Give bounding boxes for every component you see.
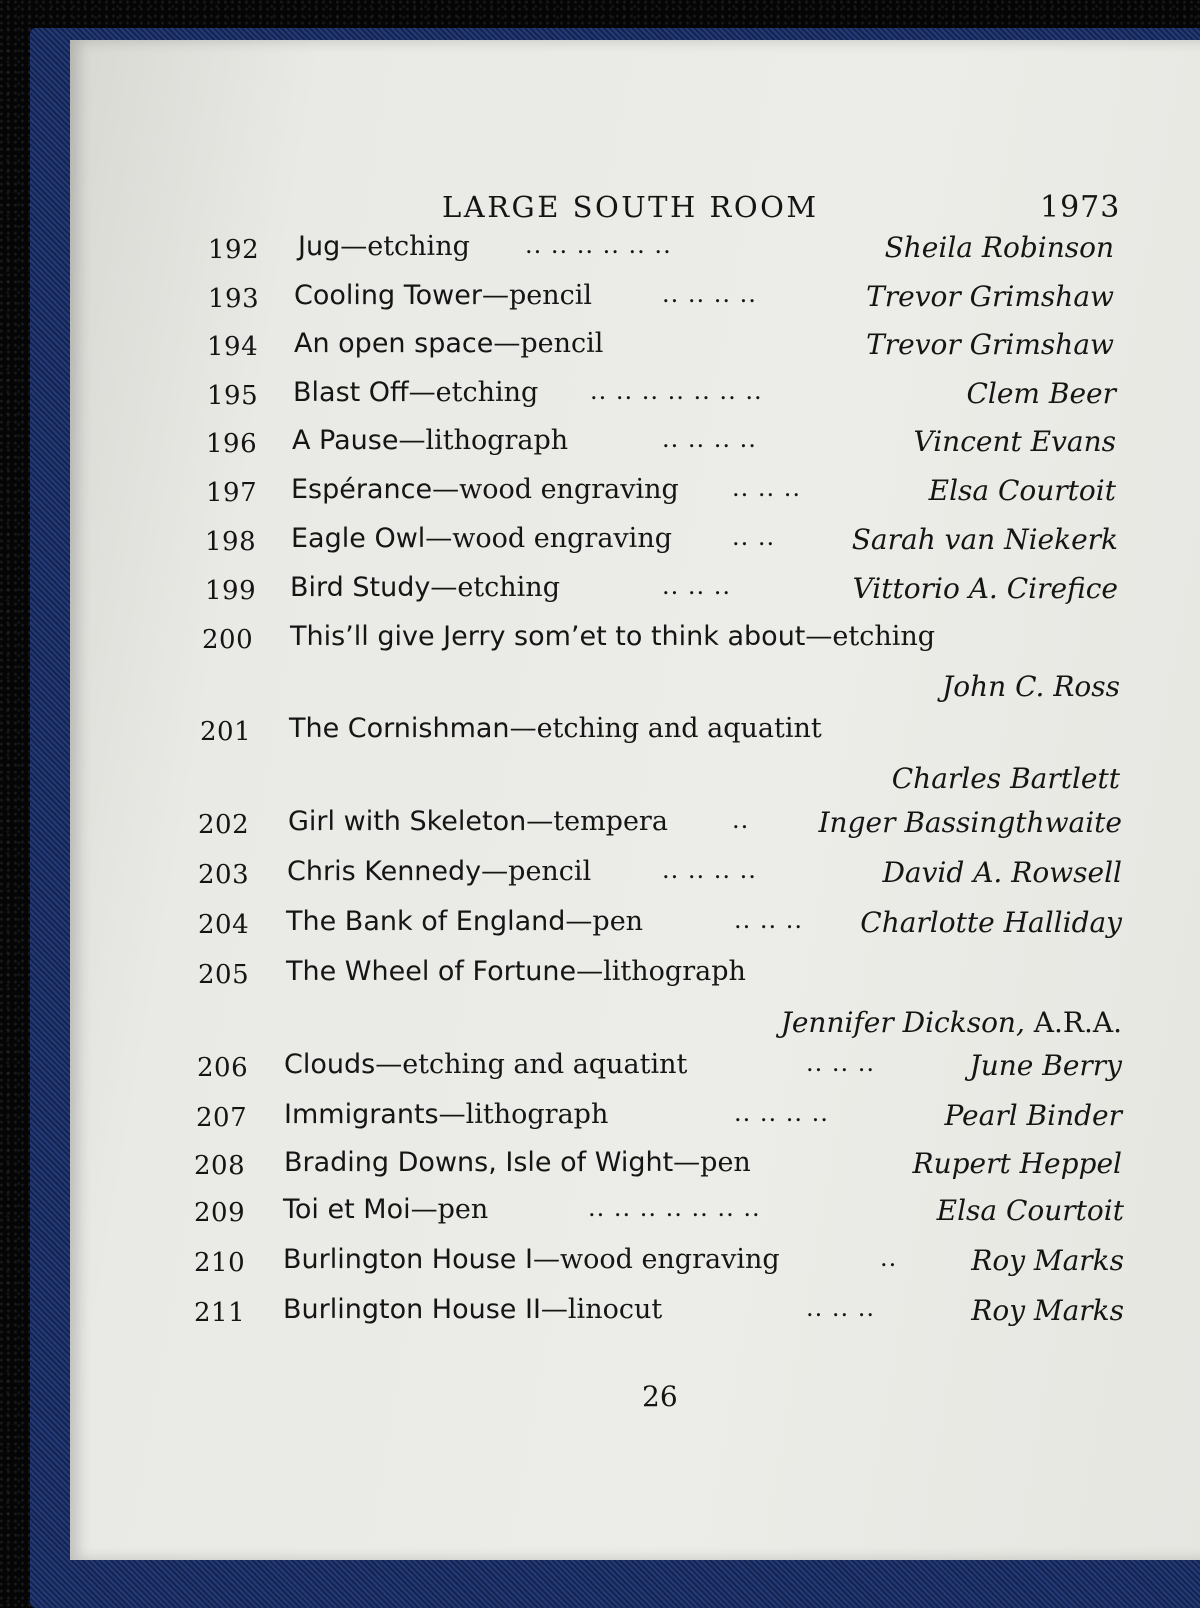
running-title: LARGE SOUTH ROOM bbox=[442, 190, 819, 224]
entry-medium: —etching bbox=[408, 377, 539, 408]
entry-title: Burlington House II—linocut bbox=[283, 1294, 663, 1325]
entry-artist: Charles Bartlett bbox=[891, 762, 1120, 795]
list-item bbox=[70, 231, 1200, 275]
entry-medium: —pencil bbox=[481, 280, 592, 311]
entry-artist: Pearl Binder bbox=[944, 1099, 1122, 1132]
list-item bbox=[70, 806, 1200, 850]
entry-title: Bird Study—etching bbox=[290, 572, 560, 603]
entry-number: 194 bbox=[207, 332, 259, 362]
entry-artist: Roy Marks bbox=[971, 1294, 1124, 1327]
entry-artist: Rupert Heppel bbox=[912, 1147, 1122, 1180]
list-item bbox=[70, 425, 1200, 469]
entry-number: 204 bbox=[198, 910, 250, 940]
entry-title: Toi et Moi—pen bbox=[283, 1194, 489, 1225]
catalogue-page bbox=[70, 40, 1200, 1560]
entry-artist: David A. Rowsell bbox=[882, 856, 1122, 889]
entry-number: 198 bbox=[205, 527, 257, 557]
entry-artist: Roy Marks bbox=[971, 1244, 1124, 1277]
page-number: 26 bbox=[642, 1380, 678, 1413]
dot-leaders: .. .. bbox=[732, 523, 776, 551]
entry-number: 209 bbox=[194, 1198, 246, 1228]
entry-artist: Trevor Grimshaw bbox=[866, 328, 1114, 361]
entry-artist: Clem Beer bbox=[966, 377, 1116, 410]
entry-medium: —etching bbox=[340, 231, 470, 262]
entry-artist: John C. Ross bbox=[942, 670, 1120, 703]
running-year: 1973 bbox=[1040, 190, 1121, 225]
list-item bbox=[70, 856, 1200, 900]
entry-title: Chris Kennedy—pencil bbox=[287, 856, 592, 887]
entry-medium: —wood engraving bbox=[425, 523, 672, 554]
list-item bbox=[70, 1099, 1200, 1143]
entry-title: Blast Off—etching bbox=[293, 377, 539, 408]
entry-title: This’ll give Jerry som’et to think about—etching bbox=[290, 621, 936, 652]
entry-medium: —wood engraving bbox=[432, 474, 679, 505]
list-item bbox=[70, 377, 1200, 421]
entry-number: 206 bbox=[197, 1053, 249, 1083]
entry-title: Immigrants—lithograph bbox=[284, 1099, 609, 1130]
dot-leaders: .. .. .. .. bbox=[734, 1099, 829, 1127]
entry-number: 197 bbox=[206, 478, 258, 508]
entry-medium: —pen bbox=[565, 906, 644, 937]
list-item bbox=[70, 280, 1200, 324]
list-item bbox=[70, 328, 1200, 372]
entry-number: 210 bbox=[194, 1248, 246, 1278]
entry-medium: —lithograph bbox=[438, 1099, 609, 1130]
entry-number: 208 bbox=[194, 1151, 246, 1181]
entry-title: Girl with Skeleton—tempera bbox=[288, 806, 668, 837]
entry-title: Burlington House I—wood engraving bbox=[283, 1244, 780, 1275]
entry-title: An open space—pencil bbox=[294, 328, 604, 359]
list-item bbox=[70, 1147, 1200, 1191]
entry-artist: Inger Bassingthwaite bbox=[818, 806, 1122, 839]
entry-artist: Sarah van Niekerk bbox=[851, 523, 1118, 556]
entry-number: 202 bbox=[198, 810, 250, 840]
entry-number: 196 bbox=[206, 429, 258, 459]
entry-medium: —lithograph bbox=[576, 956, 746, 987]
entry-title: The Wheel of Fortune—lithograph bbox=[286, 956, 746, 987]
dot-leaders: .. bbox=[732, 806, 750, 834]
list-item bbox=[70, 956, 1200, 1000]
entry-number: 195 bbox=[207, 381, 259, 411]
entry-medium: —pen bbox=[673, 1147, 751, 1178]
dot-leaders: .. .. .. bbox=[734, 906, 804, 934]
entry-medium: —etching and aquatint bbox=[375, 1049, 688, 1080]
artist-honour: A.R.A. bbox=[1033, 1006, 1122, 1039]
entry-medium: —tempera bbox=[526, 806, 668, 837]
entry-artist: Vittorio A. Cirefice bbox=[852, 572, 1118, 605]
entry-medium: —pen bbox=[410, 1194, 489, 1225]
entry-medium: —etching and aquatint bbox=[509, 713, 822, 744]
dot-leaders: .. .. .. bbox=[806, 1294, 876, 1322]
entry-artist: June Berry bbox=[969, 1049, 1122, 1082]
entry-number: 203 bbox=[198, 860, 250, 890]
dot-leaders: .. .. .. .. .. .. .. bbox=[588, 1194, 761, 1222]
dot-leaders: .. .. .. bbox=[732, 474, 802, 502]
entry-medium: —pencil bbox=[493, 328, 604, 359]
entry-number: 199 bbox=[205, 576, 257, 606]
list-item bbox=[70, 1244, 1200, 1288]
entry-medium: —etching bbox=[430, 572, 560, 603]
entry-medium: —wood engraving bbox=[532, 1244, 780, 1275]
list-item bbox=[70, 713, 1200, 757]
dot-leaders: .. .. .. .. bbox=[662, 280, 757, 308]
entry-title: Cooling Tower—pencil bbox=[294, 280, 592, 311]
dot-leaders: .. .. .. bbox=[662, 572, 732, 600]
entry-artist: Sheila Robinson bbox=[884, 231, 1114, 264]
list-item bbox=[70, 621, 1200, 665]
entry-title: The Bank of England—pen bbox=[286, 906, 644, 937]
dot-leaders: .. .. .. bbox=[806, 1049, 876, 1077]
entry-number: 211 bbox=[194, 1298, 246, 1328]
dot-leaders: .. .. .. .. bbox=[662, 425, 757, 453]
entry-number: 207 bbox=[196, 1103, 248, 1133]
list-item bbox=[70, 1194, 1200, 1238]
entry-number: 200 bbox=[202, 625, 254, 655]
list-item bbox=[70, 572, 1200, 616]
entry-title: Brading Downs, Isle of Wight—pen bbox=[284, 1147, 751, 1178]
entry-medium: —pencil bbox=[481, 856, 592, 887]
entry-number: 193 bbox=[208, 284, 260, 314]
dot-leaders: .. bbox=[880, 1244, 898, 1272]
list-item bbox=[70, 906, 1200, 950]
entry-medium: —lithograph bbox=[398, 425, 569, 456]
entry-medium: —etching bbox=[805, 621, 936, 652]
list-item bbox=[70, 1294, 1200, 1338]
entry-artist: Elsa Courtoit bbox=[936, 1194, 1124, 1227]
list-item bbox=[70, 474, 1200, 518]
entry-artist: Elsa Courtoit bbox=[928, 474, 1116, 507]
entry-title: A Pause—lithograph bbox=[292, 425, 569, 456]
entry-number: 205 bbox=[198, 960, 250, 990]
entry-title: Jug—etching bbox=[298, 231, 470, 262]
entry-title: Espérance—wood engraving bbox=[291, 474, 679, 505]
dot-leaders: .. .. .. .. .. .. bbox=[525, 231, 672, 259]
entry-number: 192 bbox=[208, 235, 260, 265]
entry-title: Clouds—etching and aquatint bbox=[284, 1049, 688, 1080]
entry-medium: —linocut bbox=[540, 1294, 663, 1325]
entry-title: The Cornishman—etching and aquatint bbox=[289, 713, 822, 744]
entry-artist: Charlotte Halliday bbox=[860, 906, 1122, 939]
entry-artist: Trevor Grimshaw bbox=[866, 280, 1114, 313]
dot-leaders: .. .. .. .. .. .. .. bbox=[590, 377, 763, 405]
entry-title: Eagle Owl—wood engraving bbox=[291, 523, 672, 554]
list-item bbox=[70, 523, 1200, 567]
dot-leaders: .. .. .. .. bbox=[662, 856, 757, 884]
entry-number: 201 bbox=[200, 717, 252, 747]
entry-artist: Vincent Evans bbox=[913, 425, 1116, 458]
entry-artist: Jennifer Dickson, A.R.A. bbox=[780, 1006, 1122, 1039]
list-item bbox=[70, 1049, 1200, 1093]
